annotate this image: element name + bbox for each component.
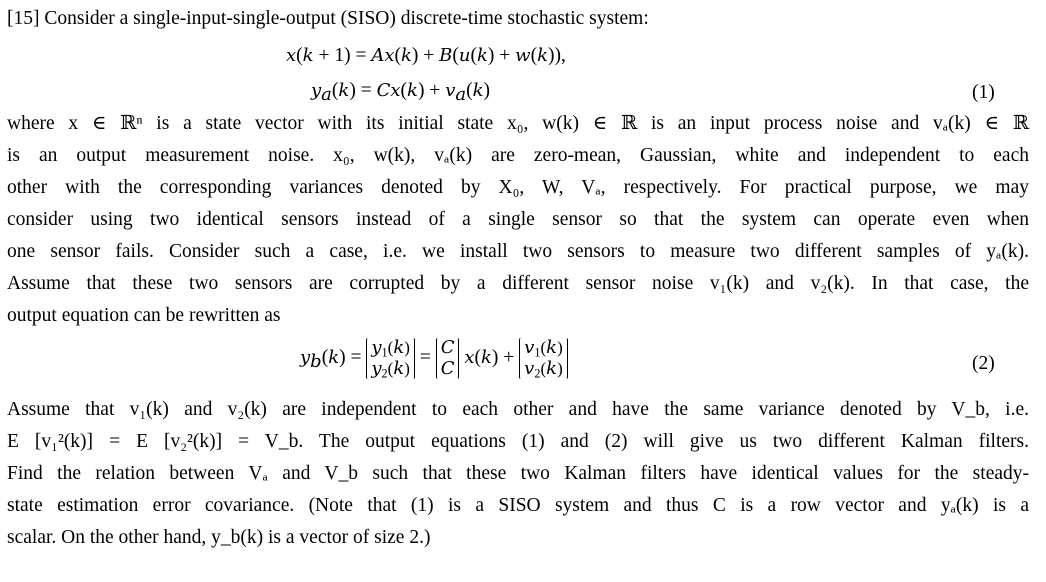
paragraph-2-line-3: Find the relation between Vₐ and V_b such that these two Kalman filters have identical values for the steady- (7, 463, 1029, 484)
paragraph-1-line-3: other with the corresponding variances denoted by X₀, W, Vₐ, respectively. For practical purpose, we may (7, 177, 1029, 198)
paragraph-1-line-6: Assume that these two sensors are corrupted by a different sensor noise v₁(k) and v₂(k). In that case, the (7, 273, 1029, 294)
paragraph-1-line-7: output equation can be rewritten as (7, 305, 281, 326)
paragraph-2-line-2: E [v₁²(k)] = E [v₂²(k)] = V_b. The output equations (1) and (2) will give us two different Kalman filters. (7, 431, 1029, 452)
equation-1-number: (1) (972, 82, 995, 103)
equation-2-number: (2) (972, 353, 995, 374)
sensor-noise-vector: $v_1(k)$ $v_2(k)$ (519, 338, 568, 379)
paragraph-2-line-1: Assume that v₁(k) and v₂(k) are independent to each other and have the same variance denoted by V_b, i.e. (7, 399, 1029, 420)
sensor-output-vector: $y_1(k)$ $y_2(k)$ (366, 338, 415, 379)
paragraph-2-line-4: state estimation error covariance. (Note that (1) is a SISO system and thus C is a row vector and yₐ(k) is a (7, 495, 1029, 516)
paragraph-1-line-1: where x ∈ ℝⁿ is a state vector with its initial state x₀, w(k) ∈ ℝ is an input process noise and vₐ(k) ∈ ℝ (7, 113, 1029, 134)
paragraph-1-line-2: is an output measurement noise. x₀, w(k), vₐ(k) are zero-mean, Gaussian, white and independent to each (7, 145, 1029, 166)
problem-heading: [15] Consider a single-input-single-output (SISO) discrete-time stochastic system: (7, 8, 649, 29)
output-matrix: C C (436, 338, 460, 379)
equation-1-line-1: x(k + 1) = Ax(k) + B(u(k) + w(k)), (286, 45, 566, 66)
equation-2: $y_b(k)$ = $y_1(k)$ $y_2(k)$ = C C x(k) + $v_1(k)$ $v_2(k)$ (300, 338, 568, 379)
paragraph-1-line-4: consider using two identical sensors instead of a single sensor so that the system can operate even when (7, 209, 1029, 230)
paragraph-2-line-5: scalar. On the other hand, y_b(k) is a vector of size 2.) (7, 527, 431, 548)
paragraph-1-line-5: one sensor fails. Consider such a case, i.e. we install two sensors to measure two different samples of yₐ(k). (7, 241, 1029, 262)
equation-1-line-2: $y_a(k) = Cx(k) + v_a(k)$ (311, 80, 491, 106)
